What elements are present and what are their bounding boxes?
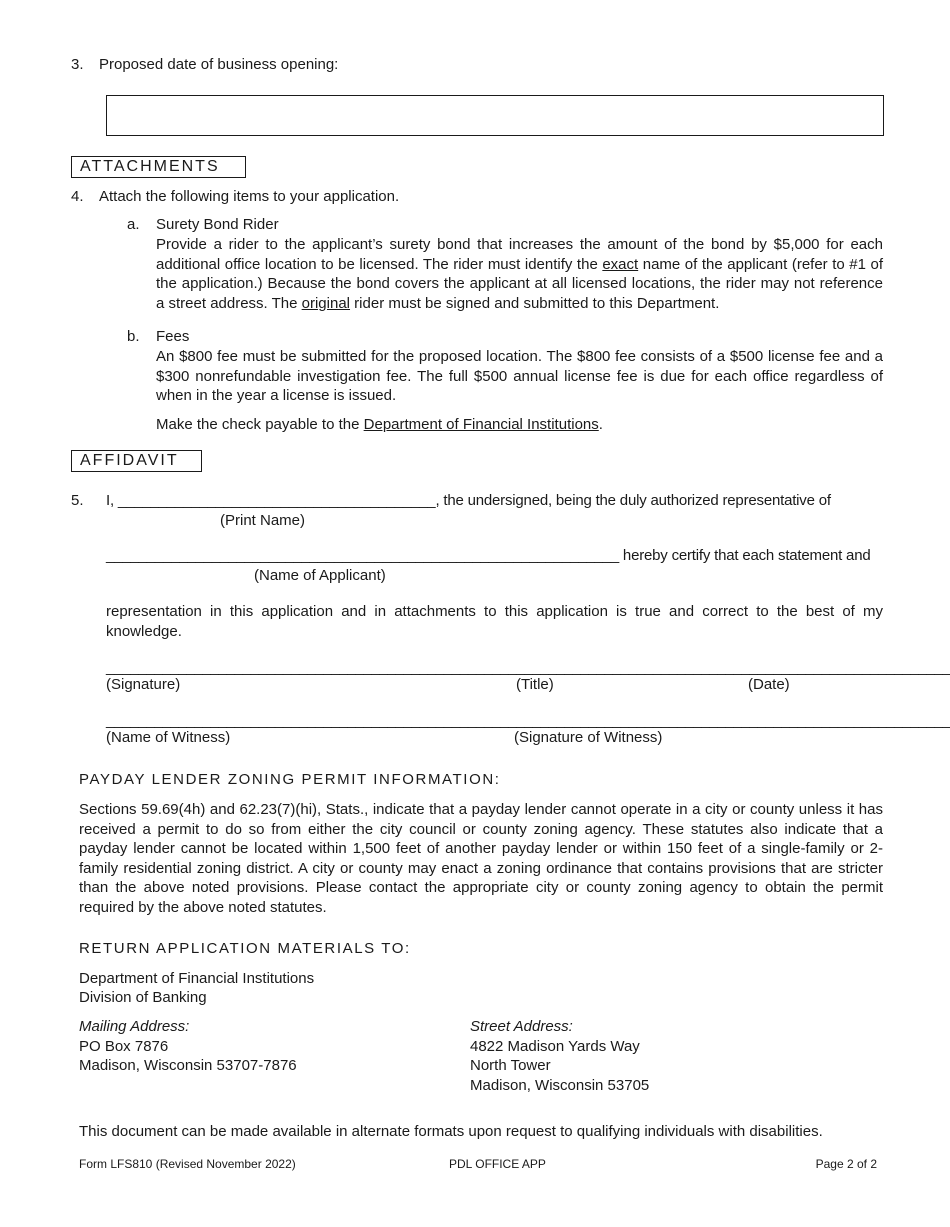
original-emphasis: original <box>301 294 351 312</box>
check-payable-line: Make the check payable to the Department of Financial Institutions. <box>156 416 603 433</box>
witness-signature-caption: (Signature of Witness) <box>514 729 663 746</box>
q4-text: Attach the following items to your application. <box>99 188 400 205</box>
item-a-paragraph: Provide a rider to the applicant’s surety bond that increases the amount of the bond by $5,000 for each additional office location to be licensed. The rider must identify the exact name of the applicant (refer to #1 of the application.) Because the bond covers the applicant at all licensed locations, the rider may not reference a street address. The original rider must be signed and submitted to this Department. <box>156 236 883 312</box>
attachments-heading: ATTACHMENTS <box>71 156 246 178</box>
zoning-heading: PAYDAY LENDER ZONING PERMIT INFORMATION: <box>79 771 501 788</box>
return-heading: RETURN APPLICATION MATERIALS TO: <box>79 940 411 957</box>
return-org2: Division of Banking <box>79 989 207 1006</box>
signature-caption: (Signature) <box>106 676 181 693</box>
title-caption: (Title) <box>516 676 554 693</box>
q3-label: Proposed date of business opening: <box>99 56 339 73</box>
q5-number: 5. <box>71 492 84 509</box>
mailing-label: Mailing Address: <box>79 1018 190 1035</box>
q4-number: 4. <box>71 188 84 205</box>
return-org1: Department of Financial Institutions <box>79 970 315 987</box>
opening-date-field[interactable] <box>106 95 884 136</box>
footer-page-number: Page 2 of 2 <box>815 1157 877 1171</box>
q3-number: 3. <box>71 56 84 73</box>
item-b-paragraph: An $800 fee must be submitted for the proposed location. The $800 fee consists of a $500 license fee and a $300 nonrefundable investigation fee. The full $500 annual license fee is due for each office regardless of when in the year a license is issued. <box>156 348 883 405</box>
date-caption: (Date) <box>748 676 790 693</box>
affidavit-heading: AFFIDAVIT <box>71 450 202 472</box>
witness-name-caption: (Name of Witness) <box>106 729 231 746</box>
witness-line: _________________________________________________________________________________________________________ <box>106 712 950 729</box>
street-line2: North Tower <box>470 1057 551 1074</box>
item-a-letter: a. <box>127 216 140 233</box>
applicant-name-caption: (Name of Applicant) <box>254 567 386 584</box>
affidavit-certification: representation in this application and in attachments to this application is true and correct to the best of my knowledge. <box>106 603 883 640</box>
mailing-line2: Madison, Wisconsin 53707-7876 <box>79 1057 297 1074</box>
exact-emphasis: exact <box>602 255 639 273</box>
affidavit-line2: _______________________________________________________________ hereby certify that each statement and <box>106 547 871 564</box>
street-line3: Madison, Wisconsin 53705 <box>470 1077 650 1094</box>
signature-line: _________________________________________________________________________________________________________ <box>106 659 950 676</box>
footer-form-id: Form LFS810 (Revised November 2022) <box>79 1157 296 1171</box>
zoning-paragraph: Sections 59.69(4h) and 62.23(7)(hi), Stats., indicate that a payday lender cannot operate in a city or county unless it has received a permit to do so from either the city council or county zoning agency. These statutes also indicate that a payday lender cannot be located within 1,500 feet of another payday lender or within 150 feet of a single-family or 2-family residential zoning district. A city or county may enact a zoning ordinance that contains provisions that are stricter than the above noted provisions. Please contact the appropriate city or county zoning agency to obtain the permit required by the above noted statutes. <box>79 801 883 916</box>
accessibility-note: This document can be made available in alternate formats upon request to qualifying individuals with disabilities. <box>79 1123 823 1140</box>
dfi-underlined: Department of Financial Institutions <box>363 416 599 433</box>
print-name-caption: (Print Name) <box>220 512 306 529</box>
item-b-title: Fees <box>156 328 190 345</box>
footer-center: PDL OFFICE APP <box>449 1157 546 1171</box>
street-line1: 4822 Madison Yards Way <box>470 1038 640 1055</box>
item-b-letter: b. <box>127 328 140 345</box>
item-a-title: Surety Bond Rider <box>156 216 279 233</box>
mailing-line1: PO Box 7876 <box>79 1038 169 1055</box>
street-label: Street Address: <box>470 1018 573 1035</box>
affidavit-line1: I, _______________________________________, the undersigned, being the duly authorized representative of <box>106 492 831 509</box>
